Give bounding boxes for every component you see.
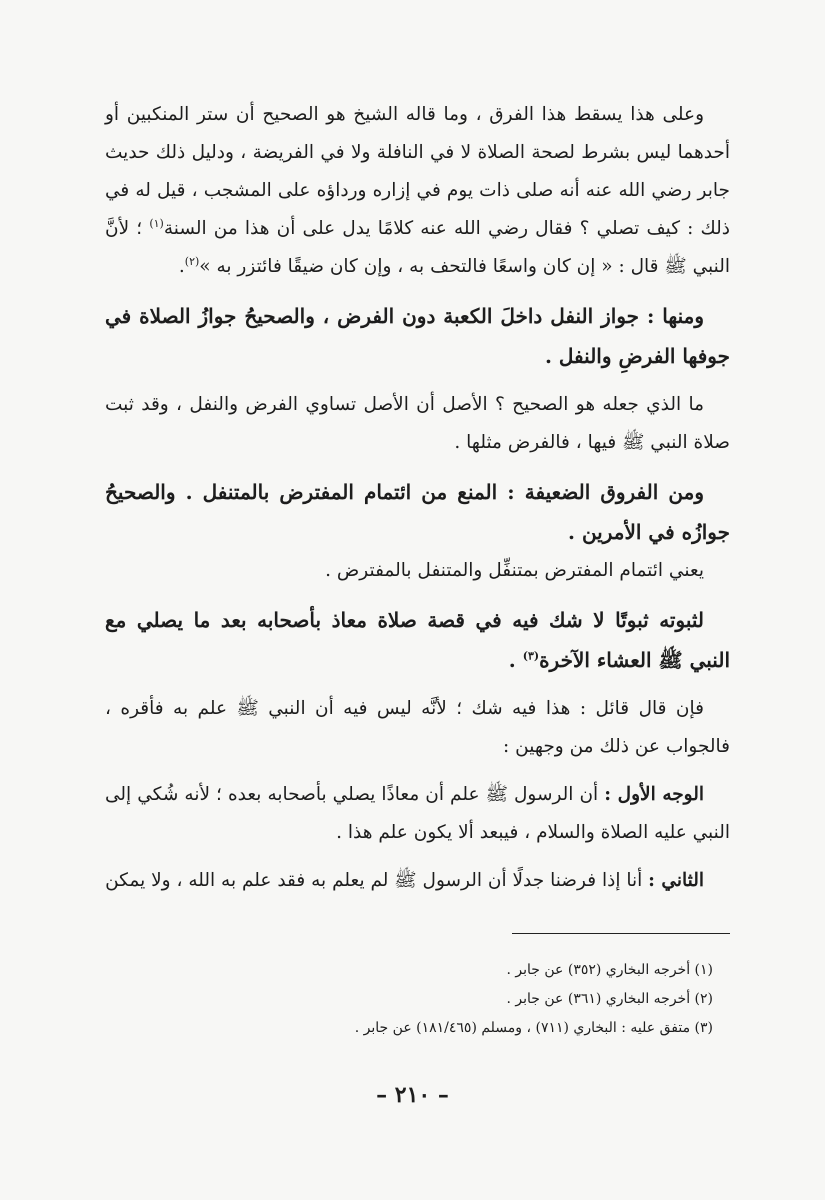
paragraph-5: يعني ائتمام المفترض بمتنفِّل والمتنفل بالمفترض . [325,560,704,581]
heading-first-aspect: الوجه الأول : [604,784,705,805]
page-number: – ٢١٠ – [376,1082,449,1108]
footnote-ref-2: (٢) [184,254,200,268]
paragraph-3: ما الذي جعله هو الصحيح ؟ الأصل أن الأصل تساوي الفرض والنفل ، وقد ثبت صلاة النبي ﷺ فيها ، فالفرض مثلها . [105,394,730,453]
paragraph-1: وعلى هذا يسقط هذا الفرق ، وما قاله الشيخ هو الصحيح أن ستر المنكبين أو أحدهما ليس بشرط لصحة الصلاة لا في النافلة ولا في الفريضة ، ودليل ذلك حديث جابر رضي الله عنه أنه صلى ذات يوم في إزاره ورداؤه على المشجب ، قيل له في ذلك : كيف تصلي ؟ فقال رضي الله عنه كلامًا يدل على أن هذا من السنة$^{(١)}$ ؛ لأنَّ النبي ﷺ قال : « إن كان واسعًا فالتحف به ، وإن كان ضيقًا فائتزر به »$^{(٢)}$. [105,104,730,277]
footnote-1: (١) أخرجه البخاري (٣٥٢) عن جابر . [506,962,713,978]
paragraph-6: لثبوته ثبوتًا لا شك فيه في قصة صلاة معاذ بأصحابه بعد ما يصلي مع النبي ﷺ العشاء الآخرة$^{(٣)}$ . [105,608,730,672]
paragraph-7: فإن قال قائل : هذا فيه شك ؛ لأنَّه ليس فيه أن النبي ﷺ علم به فأقره ، فالجواب عن ذلك من وجهين : [105,698,730,757]
paragraph-8: الوجه الأول : أن الرسول ﷺ علم أن معاذًا يصلي بأصحابه بعده ؛ لأنه شُكي إلى النبي عليه الصلاة والسلام ، فيبعد ألا يكون علم هذا . [105,784,730,843]
footnote-ref-3: (٣) [522,649,540,663]
footnote-3: (٣) متفق عليه : البخاري (٧١١) ، ومسلم (١٨١/٤٦٥) عن جابر . [354,1020,713,1036]
paragraph-2: ومنها : جواز النفل داخلَ الكعبة دون الفرض ، والصحيحُ جوازُ الصلاة في جوفها الفرضِ والنفل . [105,304,730,368]
paragraph-9: الثاني : أنا إذا فرضنا جدلًا أن الرسول ﷺ لم يعلم به فقد علم به الله ، ولا يمكن [105,870,704,891]
footnotes [113,956,713,1043]
main-text [105,96,730,900]
footnote-2: (٢) أخرجه البخاري (٣٦١) عن جابر . [506,991,713,1007]
footnote-ref-1: (١) [149,216,164,230]
heading-second-aspect: الثاني : [648,870,704,891]
footnote-divider [512,933,730,934]
paragraph-4: ومن الفروق الضعيفة : المنع من ائتمام المفترض بالمتنفل . والصحيحُ جوازُه في الأمرين . [105,480,730,544]
